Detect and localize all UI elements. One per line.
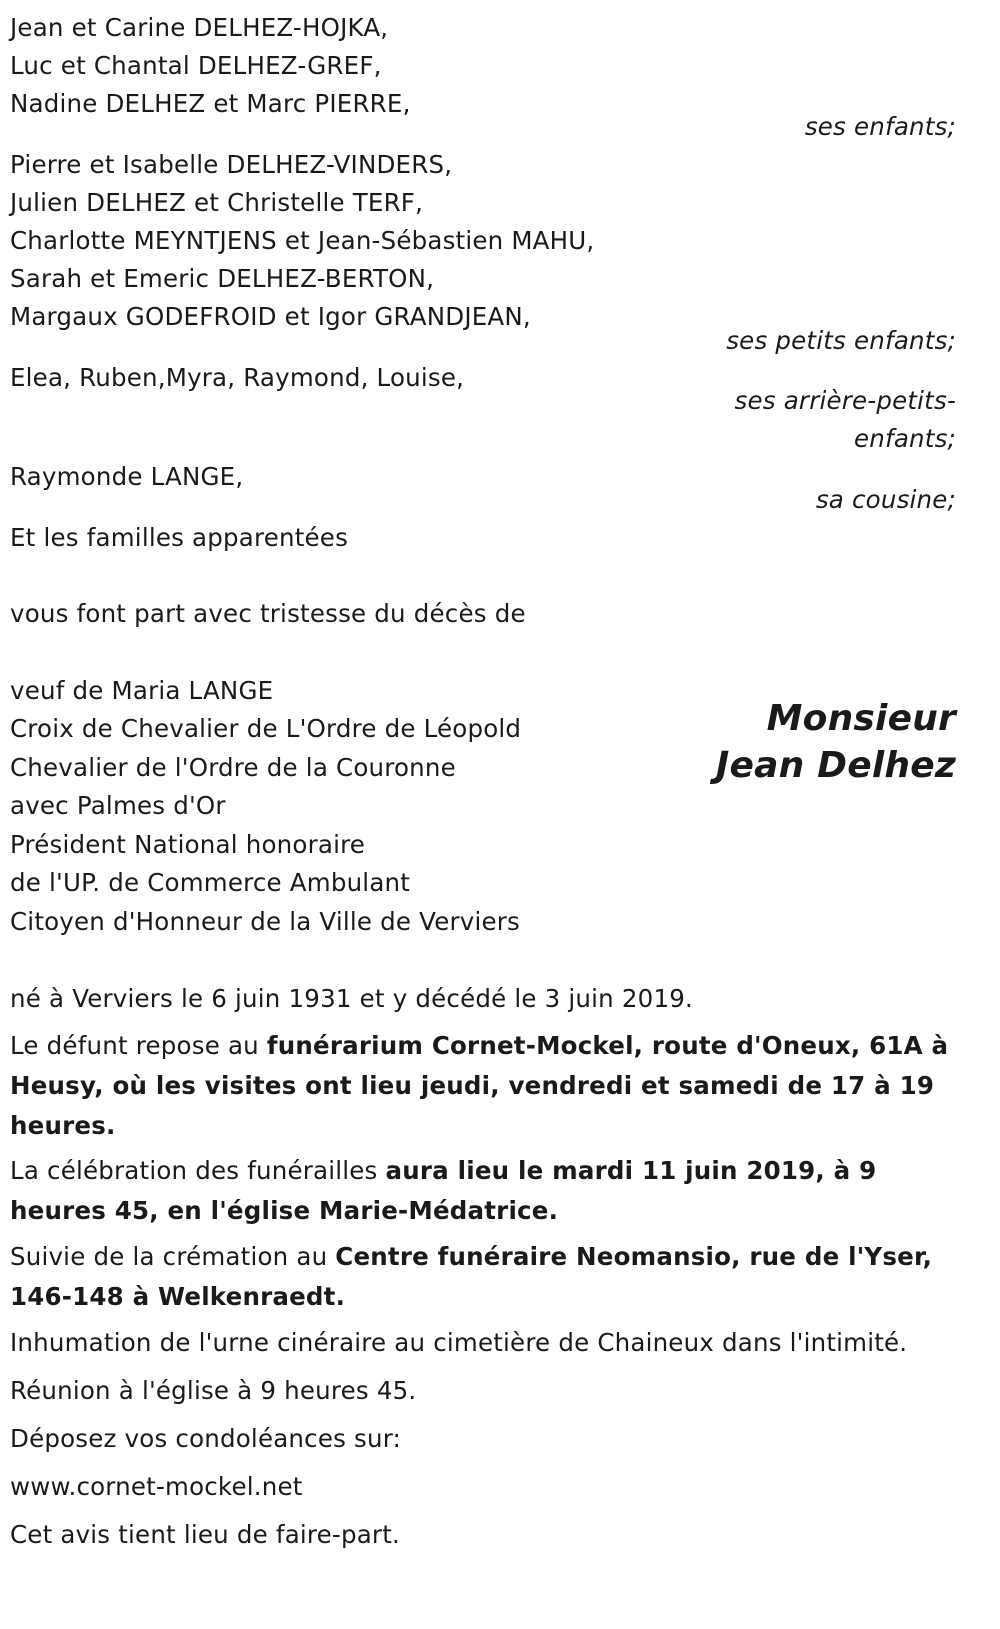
- ceremony-paragraph: [10, 1151, 970, 1231]
- child-2: Luc et Chantal DELHEZ-GREF,: [10, 51, 382, 80]
- title-line-6: de l'UP. de Commerce Ambulant: [10, 868, 411, 897]
- announcement: vous font part avec tristesse du décès de: [10, 599, 526, 628]
- grandchild-1: Pierre et Isabelle DELHEZ-VINDERS,: [10, 150, 453, 179]
- grandchild-3: Charlotte MEYNTJENS et Jean-Sébastien MAHU,: [10, 226, 595, 255]
- great-grandchildren: Elea, Ruben,Myra, Raymond, Louise,: [10, 363, 465, 392]
- notice: Cet avis tient lieu de faire-part.: [10, 1520, 400, 1549]
- grandchild-5: Margaux GODEFROID et Igor GRANDJEAN,: [10, 302, 531, 331]
- ceremony-pre: La célébration des funérailles: [10, 1156, 386, 1185]
- inhumation: Inhumation de l'urne cinéraire au cimetière de Chaineux dans l'intimité.: [10, 1328, 908, 1357]
- great-grandchildren-label-line1: ses arrière-petits-: [734, 386, 956, 415]
- deceased-name: Jean Delhez: [715, 745, 956, 786]
- families: Et les familles apparentées: [10, 523, 349, 552]
- funerarium-paragraph: [10, 1026, 970, 1146]
- title-line-7: Citoyen d'Honneur de la Ville de Verviers: [10, 907, 520, 936]
- title-line-3: Chevalier de l'Ordre de la Couronne: [10, 753, 456, 782]
- title-line-1: veuf de Maria LANGE: [10, 676, 274, 705]
- funerarium-pre: Le défunt repose au: [10, 1031, 267, 1060]
- child-1: Jean et Carine DELHEZ-HOJKA,: [10, 13, 389, 42]
- condolences: Déposez vos condoléances sur:: [10, 1424, 402, 1453]
- cremation-bold: Centre funéraire Neomansio, rue de l'Yser, 146-148 à Welkenraedt.: [10, 1242, 933, 1311]
- website-link[interactable]: www.cornet-mockel.net: [10, 1472, 303, 1501]
- meeting: Réunion à l'église à 9 heures 45.: [10, 1376, 417, 1405]
- ceremony-bold: aura lieu le mardi 11 juin 2019, à 9 heures 45, en l'église Marie-Médatrice.: [10, 1156, 877, 1225]
- deceased-name-block: [716, 695, 956, 789]
- children-label: ses enfants;: [804, 112, 956, 141]
- birth-death: né à Verviers le 6 juin 1931 et y décédé le 3 juin 2019.: [10, 984, 694, 1013]
- funerarium-bold: funérarium Cornet-Mockel, route d'Oneux, 61A à Heusy, où les visites ont lieu jeudi, vendredi et samedi de 17 à 19 heures.: [10, 1031, 949, 1140]
- grandchild-4: Sarah et Emeric DELHEZ-BERTON,: [10, 264, 435, 293]
- deceased-title: Monsieur: [766, 698, 956, 739]
- great-grandchildren-label-line2: enfants;: [854, 424, 956, 453]
- title-line-2: Croix de Chevalier de L'Ordre de Léopold: [10, 714, 522, 743]
- grandchildren-label: ses petits enfants;: [726, 326, 956, 355]
- title-line-5: Président National honoraire: [10, 830, 366, 859]
- grandchild-2: Julien DELHEZ et Christelle TERF,: [10, 188, 424, 217]
- cremation-pre: Suivie de la crémation au: [10, 1242, 336, 1271]
- cousin-label: sa cousine;: [815, 485, 956, 514]
- title-line-4: avec Palmes d'Or: [10, 791, 226, 820]
- child-3: Nadine DELHEZ et Marc PIERRE,: [10, 89, 411, 118]
- cousin: Raymonde LANGE,: [10, 462, 244, 491]
- cremation-paragraph: [10, 1237, 970, 1317]
